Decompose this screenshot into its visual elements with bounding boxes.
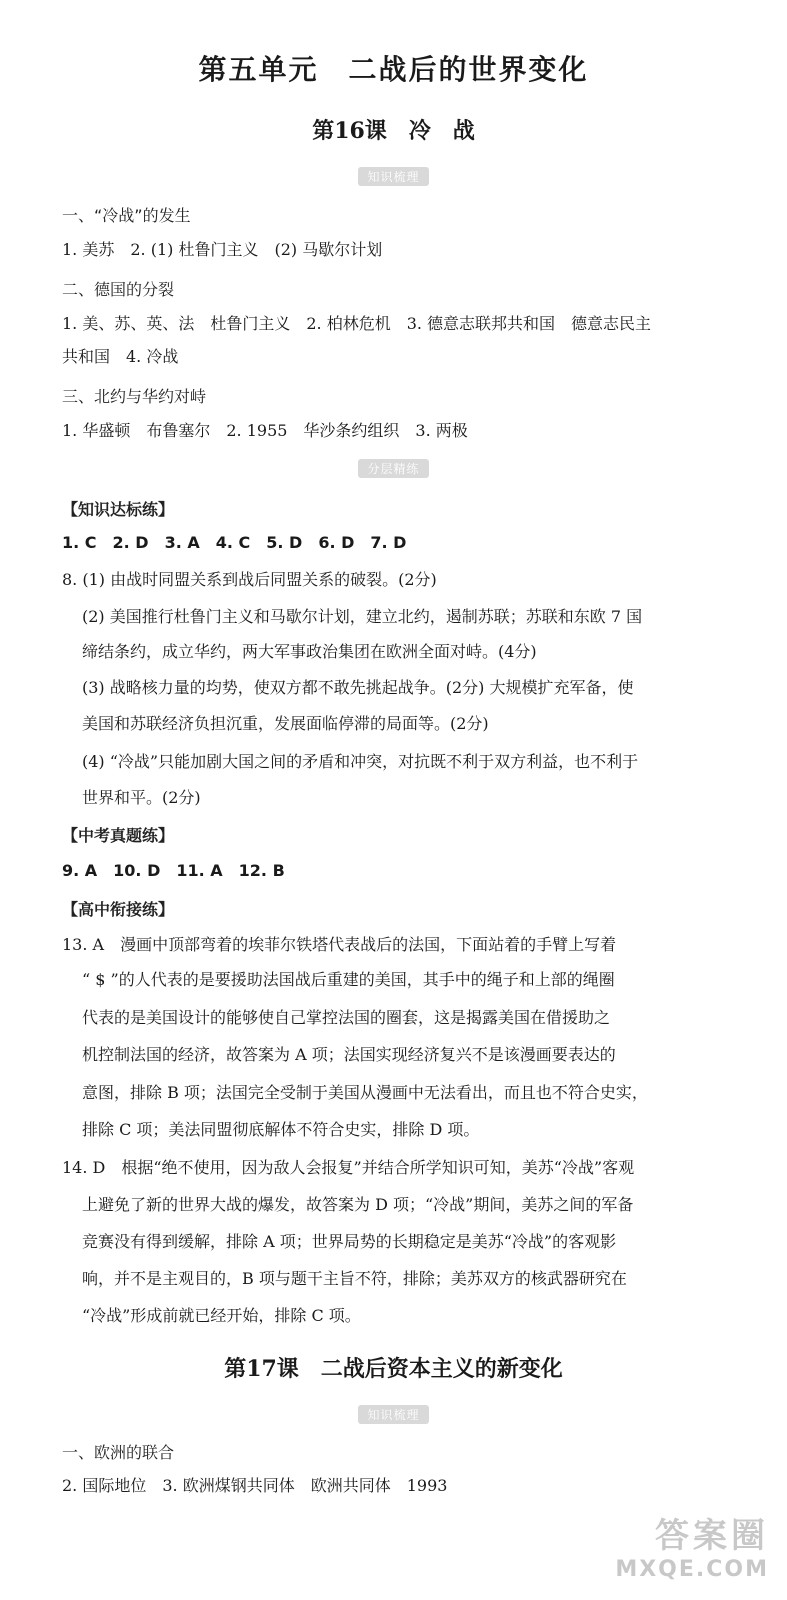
section-heading: 一、欧洲的联合	[62, 1443, 175, 1462]
answer-line: 2. 国际地位 3. 欧洲煤钢共同体 欧洲共同体 1993	[62, 1476, 448, 1495]
q14-line: 响，并不是主观目的，B 项与题干主旨不符，排除；美苏双方的核武器研究在	[82, 1269, 627, 1288]
q14-line: “冷战”形成前就已经开始，排除 C 项。	[82, 1306, 361, 1325]
answer-line: 共和国 4. 冷战	[62, 347, 179, 366]
q14-line: 14. D 根据“绝不使用，因为敌人会报复”并结合所学知识可知，美苏“冷战”客观	[62, 1158, 635, 1177]
section-tag-practice	[0, 458, 787, 478]
unit-title: 第五单元 二战后的世界变化	[198, 53, 589, 86]
q13-line: 代表的是美国设计的能够使自己掌控法国的圈套，这是揭露美国在借援助之	[82, 1008, 611, 1027]
q13-line: 13. A 漫画中顶部弯着的埃菲尔铁塔代表战后的法国，下面站着的手臂上写着	[62, 935, 617, 954]
tag-label: 分层精练	[358, 459, 428, 478]
tag-label: 知识梳理	[358, 1405, 428, 1424]
q8-line: (3) 战略核力量的均势，使双方都不敢先挑起战争。(2分) 大规模扩充军备，使	[82, 678, 634, 697]
section-tag-knowledge	[0, 1404, 787, 1424]
q8-line: (4) “冷战”只能加剧大国之间的矛盾和冲突，对抗既不利于双方利益，也不利于	[82, 752, 639, 771]
q8-line: 缔结条约，成立华约，两大军事政治集团在欧洲全面对峙。(4分)	[82, 642, 537, 661]
watermark-logo-text: 答案圈	[655, 1516, 769, 1556]
q8-line: (2) 美国推行杜鲁门主义和马歇尔计划，建立北约，遏制苏联；苏联和东欧 7 国	[82, 607, 643, 626]
choice-answers: 9. A 10. D 11. A 12. B	[62, 861, 285, 880]
tag-label: 知识梳理	[358, 167, 428, 186]
site-watermark	[615, 1508, 769, 1582]
q13-line: 机控制法国的经济，故答案为 A 项；法国实现经济复兴不是该漫画要表达的	[82, 1045, 616, 1064]
choice-answers: 1. C 2. D 3. A 4. C 5. D 6. D 7. D	[62, 533, 407, 552]
practice-heading: 【中考真题练】	[62, 826, 175, 845]
q13-line: “ $ ”的人代表的是要援助法国战后重建的美国，其手中的绳子和上部的绳圈	[82, 970, 615, 989]
q8-line: 美国和苏联经济负担沉重，发展面临停滞的局面等。(2分)	[82, 714, 489, 733]
lesson-17-title: 第17课 二战后资本主义的新变化	[224, 1356, 563, 1382]
practice-heading: 【高中衔接练】	[62, 900, 175, 919]
section-heading: 三、北约与华约对峙	[62, 387, 207, 406]
q8-line: 8. (1) 由战时同盟关系到战后同盟关系的破裂。(2分)	[62, 570, 437, 589]
answer-line: 1. 美苏 2. (1) 杜鲁门主义 (2) 马歇尔计划	[62, 240, 383, 259]
q14-line: 竞赛没有得到缓解，排除 A 项；世界局势的长期稳定是美苏“冷战”的客观影	[82, 1232, 617, 1251]
lesson-16-title: 第16课 冷 战	[312, 118, 475, 144]
section-tag-knowledge	[0, 166, 787, 186]
section-heading: 一、“冷战”的发生	[62, 206, 191, 225]
q8-line: 世界和平。(2分)	[82, 788, 201, 807]
watermark-url: MXQE.COM	[615, 1557, 769, 1582]
q14-line: 上避免了新的世界大战的爆发，故答案为 D 项；“冷战”期间，美苏之间的军备	[82, 1195, 634, 1214]
answer-line: 1. 华盛顿 布鲁塞尔 2. 1955 华沙条约组织 3. 两极	[62, 421, 468, 440]
practice-heading: 【知识达标练】	[62, 500, 175, 519]
q13-line: 排除 C 项；美法同盟彻底解体不符合史实，排除 D 项。	[82, 1120, 480, 1139]
answer-line: 1. 美、苏、英、法 杜鲁门主义 2. 柏林危机 3. 德意志联邦共和国 德意志民主	[62, 314, 652, 333]
section-heading: 二、德国的分裂	[62, 280, 175, 299]
q13-line: 意图，排除 B 项；法国完全受制于美国从漫画中无法看出，而且也不符合史实，	[82, 1083, 648, 1102]
